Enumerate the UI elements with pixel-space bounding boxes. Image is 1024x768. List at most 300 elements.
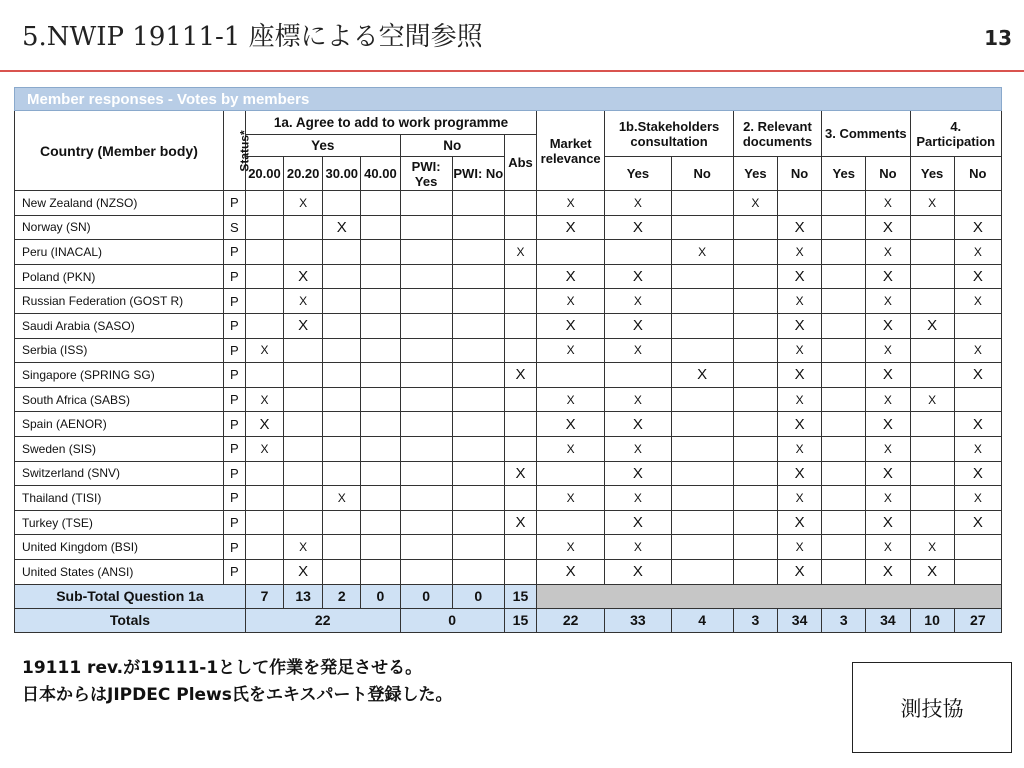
vote-cell (245, 191, 283, 216)
vote-cell (361, 486, 400, 511)
vote-cell: X (910, 313, 954, 338)
country-header: Country (Member body) (15, 111, 224, 191)
vote-cell: X (777, 486, 821, 511)
country-cell: Spain (AENOR) (15, 412, 224, 437)
vote-cell (323, 412, 361, 437)
vote-cell: X (954, 240, 1001, 265)
pwi-no-header: PWI: No (452, 157, 504, 191)
vote-cell (245, 535, 283, 560)
status-cell: P (223, 240, 245, 265)
vote-cell (733, 215, 777, 240)
vote-cell: X (777, 289, 821, 314)
vote-cell: X (284, 264, 323, 289)
q4-header: 4. Participation (910, 111, 1002, 157)
country-cell: New Zealand (NZSO) (15, 191, 224, 216)
vote-cell: X (777, 559, 821, 584)
vote-cell (284, 338, 323, 363)
vote-cell (777, 191, 821, 216)
vote-cell: X (605, 559, 671, 584)
vote-cell (504, 264, 536, 289)
vote-cell (954, 535, 1001, 560)
vote-cell: X (866, 559, 910, 584)
vote-cell (910, 289, 954, 314)
vote-cell (671, 510, 733, 535)
vote-cell (452, 264, 504, 289)
market-relevance-header: Market relevance (537, 111, 605, 191)
vote-cell: X (866, 338, 910, 363)
status-cell: P (223, 313, 245, 338)
vote-cell (400, 264, 452, 289)
vote-cell (671, 436, 733, 461)
totals-market: 22 (537, 608, 605, 632)
vote-cell (671, 313, 733, 338)
vote-cell: X (605, 461, 671, 486)
status-cell: P (223, 387, 245, 412)
vote-cell (537, 461, 605, 486)
totals-q2-no: 34 (777, 608, 821, 632)
vote-cell: X (605, 289, 671, 314)
vote-cell: X (866, 289, 910, 314)
vote-cell (400, 412, 452, 437)
q1a-no-header: No (400, 135, 504, 157)
vote-cell (671, 289, 733, 314)
vote-cell (954, 559, 1001, 584)
vote-cell (245, 289, 283, 314)
note-text (22, 655, 453, 709)
vote-cell (400, 559, 452, 584)
vote-cell: X (866, 240, 910, 265)
vote-cell: X (866, 510, 910, 535)
vote-cell: X (284, 289, 323, 314)
vote-cell: X (777, 387, 821, 412)
vote-cell: X (323, 486, 361, 511)
vote-cell (284, 215, 323, 240)
vote-cell (400, 535, 452, 560)
vote-cell (452, 436, 504, 461)
subtotal-value: 0 (400, 584, 452, 608)
vote-cell: X (777, 436, 821, 461)
country-cell: Norway (SN) (15, 215, 224, 240)
vote-cell (822, 535, 866, 560)
status-cell: P (223, 510, 245, 535)
vote-cell: X (954, 289, 1001, 314)
vote-cell: X (954, 338, 1001, 363)
country-cell: United Kingdom (BSI) (15, 535, 224, 560)
vote-cell (954, 313, 1001, 338)
vote-cell (671, 486, 733, 511)
vote-cell (537, 240, 605, 265)
vote-cell: X (537, 289, 605, 314)
q4-no-header: No (954, 157, 1001, 191)
vote-cell: X (537, 535, 605, 560)
status-cell: S (223, 215, 245, 240)
totals-q1b-no: 4 (671, 608, 733, 632)
vote-cell (733, 436, 777, 461)
vote-cell: X (866, 363, 910, 388)
vote-cell (361, 240, 400, 265)
vote-cell (504, 338, 536, 363)
vote-cell (822, 264, 866, 289)
subtotal-value: 13 (284, 584, 323, 608)
subtotal-value: 7 (245, 584, 283, 608)
vote-cell: X (954, 510, 1001, 535)
status-cell: P (223, 486, 245, 511)
status-cell: P (223, 363, 245, 388)
vote-cell (504, 387, 536, 412)
vote-cell: X (866, 191, 910, 216)
vote-cell: X (537, 215, 605, 240)
table-caption: Member responses - Votes by members (15, 88, 1002, 111)
vote-cell (323, 363, 361, 388)
totals-q3-no: 34 (866, 608, 910, 632)
vote-cell (822, 559, 866, 584)
vote-cell (910, 338, 954, 363)
vote-cell (452, 338, 504, 363)
vote-cell: X (910, 191, 954, 216)
vote-cell (400, 191, 452, 216)
vote-cell (822, 412, 866, 437)
table-row (15, 486, 1002, 511)
vote-cell (323, 510, 361, 535)
vote-cell (605, 363, 671, 388)
vote-cell: X (954, 264, 1001, 289)
vote-cell: X (245, 387, 283, 412)
vote-cell (452, 289, 504, 314)
vote-cell: X (777, 313, 821, 338)
vote-cell (605, 240, 671, 265)
vote-cell (400, 289, 452, 314)
vote-cell: X (605, 338, 671, 363)
vote-cell (504, 535, 536, 560)
vote-cell: X (605, 387, 671, 412)
table-row (15, 338, 1002, 363)
table-row (15, 240, 1002, 265)
vote-cell (733, 486, 777, 511)
vote-cell (733, 313, 777, 338)
vote-cell: X (777, 363, 821, 388)
yes-2020-header: 20.20 (284, 157, 323, 191)
subtotal-blank (537, 584, 1002, 608)
vote-cell (452, 191, 504, 216)
status-header (223, 111, 252, 191)
vote-cell (400, 461, 452, 486)
country-cell: Turkey (TSE) (15, 510, 224, 535)
vote-cell: X (504, 461, 536, 486)
vote-cell (733, 363, 777, 388)
status-cell: P (223, 412, 245, 437)
vote-cell: X (777, 535, 821, 560)
vote-cell (504, 313, 536, 338)
vote-cell (452, 363, 504, 388)
vote-cell (400, 240, 452, 265)
vote-cell: X (671, 240, 733, 265)
vote-cell (733, 559, 777, 584)
vote-cell (361, 338, 400, 363)
vote-cell (245, 461, 283, 486)
vote-cell (910, 264, 954, 289)
status-cell: P (223, 289, 245, 314)
votes-table (14, 87, 1002, 633)
vote-cell: X (605, 215, 671, 240)
vote-cell: X (866, 387, 910, 412)
vote-cell (361, 461, 400, 486)
vote-cell: X (777, 264, 821, 289)
table-row (15, 215, 1002, 240)
vote-cell (245, 240, 283, 265)
vote-cell: X (537, 559, 605, 584)
q3-yes-header: Yes (822, 157, 866, 191)
vote-cell: X (866, 436, 910, 461)
subtotal-value: 0 (361, 584, 400, 608)
vote-cell: X (777, 510, 821, 535)
vote-cell: X (537, 264, 605, 289)
country-cell: Switzerland (SNV) (15, 461, 224, 486)
title-divider (0, 70, 1024, 72)
subtotal-value: 0 (452, 584, 504, 608)
table-row (15, 510, 1002, 535)
q3-no-header: No (866, 157, 910, 191)
subtotal-row (15, 584, 1002, 608)
subtotal-value: 2 (323, 584, 361, 608)
q2-no-header: No (777, 157, 821, 191)
vote-cell (452, 486, 504, 511)
vote-cell (245, 313, 283, 338)
vote-cell (910, 215, 954, 240)
totals-q3-yes: 3 (822, 608, 866, 632)
country-cell: Serbia (ISS) (15, 338, 224, 363)
vote-cell (671, 559, 733, 584)
vote-cell (671, 535, 733, 560)
vote-cell (452, 461, 504, 486)
status-cell: P (223, 338, 245, 363)
vote-cell: X (777, 461, 821, 486)
vote-cell (504, 486, 536, 511)
vote-cell: X (537, 338, 605, 363)
slide-title: 5.NWIP 19111-1 座標による空間参照 (22, 22, 483, 52)
vote-cell (323, 559, 361, 584)
totals-q4-no: 27 (954, 608, 1001, 632)
table-row (15, 559, 1002, 584)
vote-cell (910, 412, 954, 437)
vote-cell: X (777, 412, 821, 437)
vote-cell: X (605, 191, 671, 216)
vote-cell (452, 240, 504, 265)
vote-cell (361, 510, 400, 535)
vote-cell (733, 289, 777, 314)
vote-cell (361, 264, 400, 289)
status-cell: P (223, 436, 245, 461)
vote-cell (361, 191, 400, 216)
status-cell: P (223, 264, 245, 289)
table-row (15, 387, 1002, 412)
vote-cell (400, 387, 452, 412)
country-cell: Poland (PKN) (15, 264, 224, 289)
vote-cell: X (605, 264, 671, 289)
yes-4000-header: 40.00 (361, 157, 400, 191)
vote-cell (537, 510, 605, 535)
vote-cell (504, 289, 536, 314)
organization-box (852, 662, 1012, 753)
status-cell: P (223, 535, 245, 560)
page-number: 13 (984, 26, 1012, 50)
vote-cell (361, 215, 400, 240)
vote-cell: X (284, 559, 323, 584)
table-row (15, 461, 1002, 486)
vote-cell (284, 510, 323, 535)
vote-cell (671, 264, 733, 289)
vote-cell (822, 486, 866, 511)
q2-header: 2. Relevant documents (733, 111, 821, 157)
vote-cell (323, 240, 361, 265)
vote-cell (323, 436, 361, 461)
vote-cell (400, 338, 452, 363)
vote-cell (504, 436, 536, 461)
totals-row (15, 608, 1002, 632)
country-cell: United States (ANSI) (15, 559, 224, 584)
vote-cell: X (245, 436, 283, 461)
vote-cell (284, 412, 323, 437)
vote-cell: X (954, 215, 1001, 240)
vote-cell (671, 461, 733, 486)
q1b-yes-header: Yes (605, 157, 671, 191)
vote-cell (671, 412, 733, 437)
vote-cell: X (605, 412, 671, 437)
vote-cell: X (733, 191, 777, 216)
vote-cell: X (245, 338, 283, 363)
q2-yes-header: Yes (733, 157, 777, 191)
vote-cell (361, 363, 400, 388)
vote-cell (822, 510, 866, 535)
vote-cell: X (866, 264, 910, 289)
vote-cell (452, 535, 504, 560)
vote-cell (452, 215, 504, 240)
vote-cell (954, 387, 1001, 412)
vote-cell: X (777, 240, 821, 265)
vote-cell (910, 240, 954, 265)
vote-cell (361, 535, 400, 560)
vote-cell (910, 486, 954, 511)
vote-cell (400, 510, 452, 535)
vote-cell: X (866, 486, 910, 511)
totals-label: Totals (15, 608, 246, 632)
vote-cell: X (537, 486, 605, 511)
vote-cell: X (954, 486, 1001, 511)
q3-header: 3. Comments (822, 111, 910, 157)
country-cell: Thailand (TISI) (15, 486, 224, 511)
table-row (15, 191, 1002, 216)
vote-cell: X (777, 338, 821, 363)
organization-label: 測技協 (900, 696, 964, 721)
totals-q1b-yes: 33 (605, 608, 671, 632)
vote-cell: X (537, 412, 605, 437)
vote-cell (400, 363, 452, 388)
vote-cell (323, 338, 361, 363)
table-row (15, 436, 1002, 461)
country-cell: Russian Federation (GOST R) (15, 289, 224, 314)
totals-q2-yes: 3 (733, 608, 777, 632)
vote-cell (822, 240, 866, 265)
vote-cell (822, 461, 866, 486)
q1b-no-header: No (671, 157, 733, 191)
vote-cell (452, 559, 504, 584)
vote-cell (361, 412, 400, 437)
totals-q4-yes: 10 (910, 608, 954, 632)
pwi-yes-header: PWI: Yes (400, 157, 452, 191)
vote-cell (822, 338, 866, 363)
vote-cell (245, 363, 283, 388)
status-cell: P (223, 191, 245, 216)
vote-cell: X (284, 535, 323, 560)
note-line-1: 19111 rev.が19111-1として作業を発足させる。 (22, 658, 423, 678)
q1b-header: 1b.Stakeholders consultation (605, 111, 734, 157)
vote-cell (910, 461, 954, 486)
subtotal-value: 15 (504, 584, 536, 608)
vote-cell (733, 240, 777, 265)
vote-cell: X (537, 436, 605, 461)
vote-cell (284, 240, 323, 265)
vote-cell: X (866, 461, 910, 486)
vote-cell: X (866, 313, 910, 338)
vote-cell (452, 313, 504, 338)
vote-cell (323, 191, 361, 216)
vote-cell (671, 215, 733, 240)
vote-cell (504, 191, 536, 216)
vote-cell: X (777, 215, 821, 240)
status-cell: P (223, 461, 245, 486)
subtotal-label: Sub-Total Question 1a (15, 584, 246, 608)
vote-cell (323, 313, 361, 338)
vote-cell (323, 264, 361, 289)
vote-cell: X (954, 412, 1001, 437)
vote-cell (452, 412, 504, 437)
vote-cell (733, 510, 777, 535)
vote-cell (733, 387, 777, 412)
q1a-yes-header: Yes (245, 135, 400, 157)
vote-cell (361, 289, 400, 314)
vote-cell (733, 461, 777, 486)
vote-cell (910, 436, 954, 461)
vote-cell: X (284, 313, 323, 338)
vote-cell: X (504, 363, 536, 388)
vote-cell (733, 412, 777, 437)
table-row (15, 289, 1002, 314)
table-row (15, 264, 1002, 289)
vote-cell: X (605, 486, 671, 511)
vote-cell (822, 215, 866, 240)
vote-cell (733, 338, 777, 363)
totals-abs: 15 (504, 608, 536, 632)
vote-cell: X (910, 387, 954, 412)
status-cell: P (223, 559, 245, 584)
vote-cell (245, 486, 283, 511)
vote-cell: X (605, 313, 671, 338)
table-row (15, 412, 1002, 437)
vote-cell: X (954, 461, 1001, 486)
vote-cell (323, 535, 361, 560)
country-cell: Singapore (SPRING SG) (15, 363, 224, 388)
vote-cell: X (537, 387, 605, 412)
vote-cell (400, 215, 452, 240)
vote-cell (284, 461, 323, 486)
vote-cell: X (954, 436, 1001, 461)
vote-cell (400, 436, 452, 461)
country-cell: Saudi Arabia (SASO) (15, 313, 224, 338)
vote-cell (822, 436, 866, 461)
vote-cell (537, 363, 605, 388)
vote-cell (452, 510, 504, 535)
yes-2000-header: 20.00 (245, 157, 283, 191)
vote-cell (452, 387, 504, 412)
